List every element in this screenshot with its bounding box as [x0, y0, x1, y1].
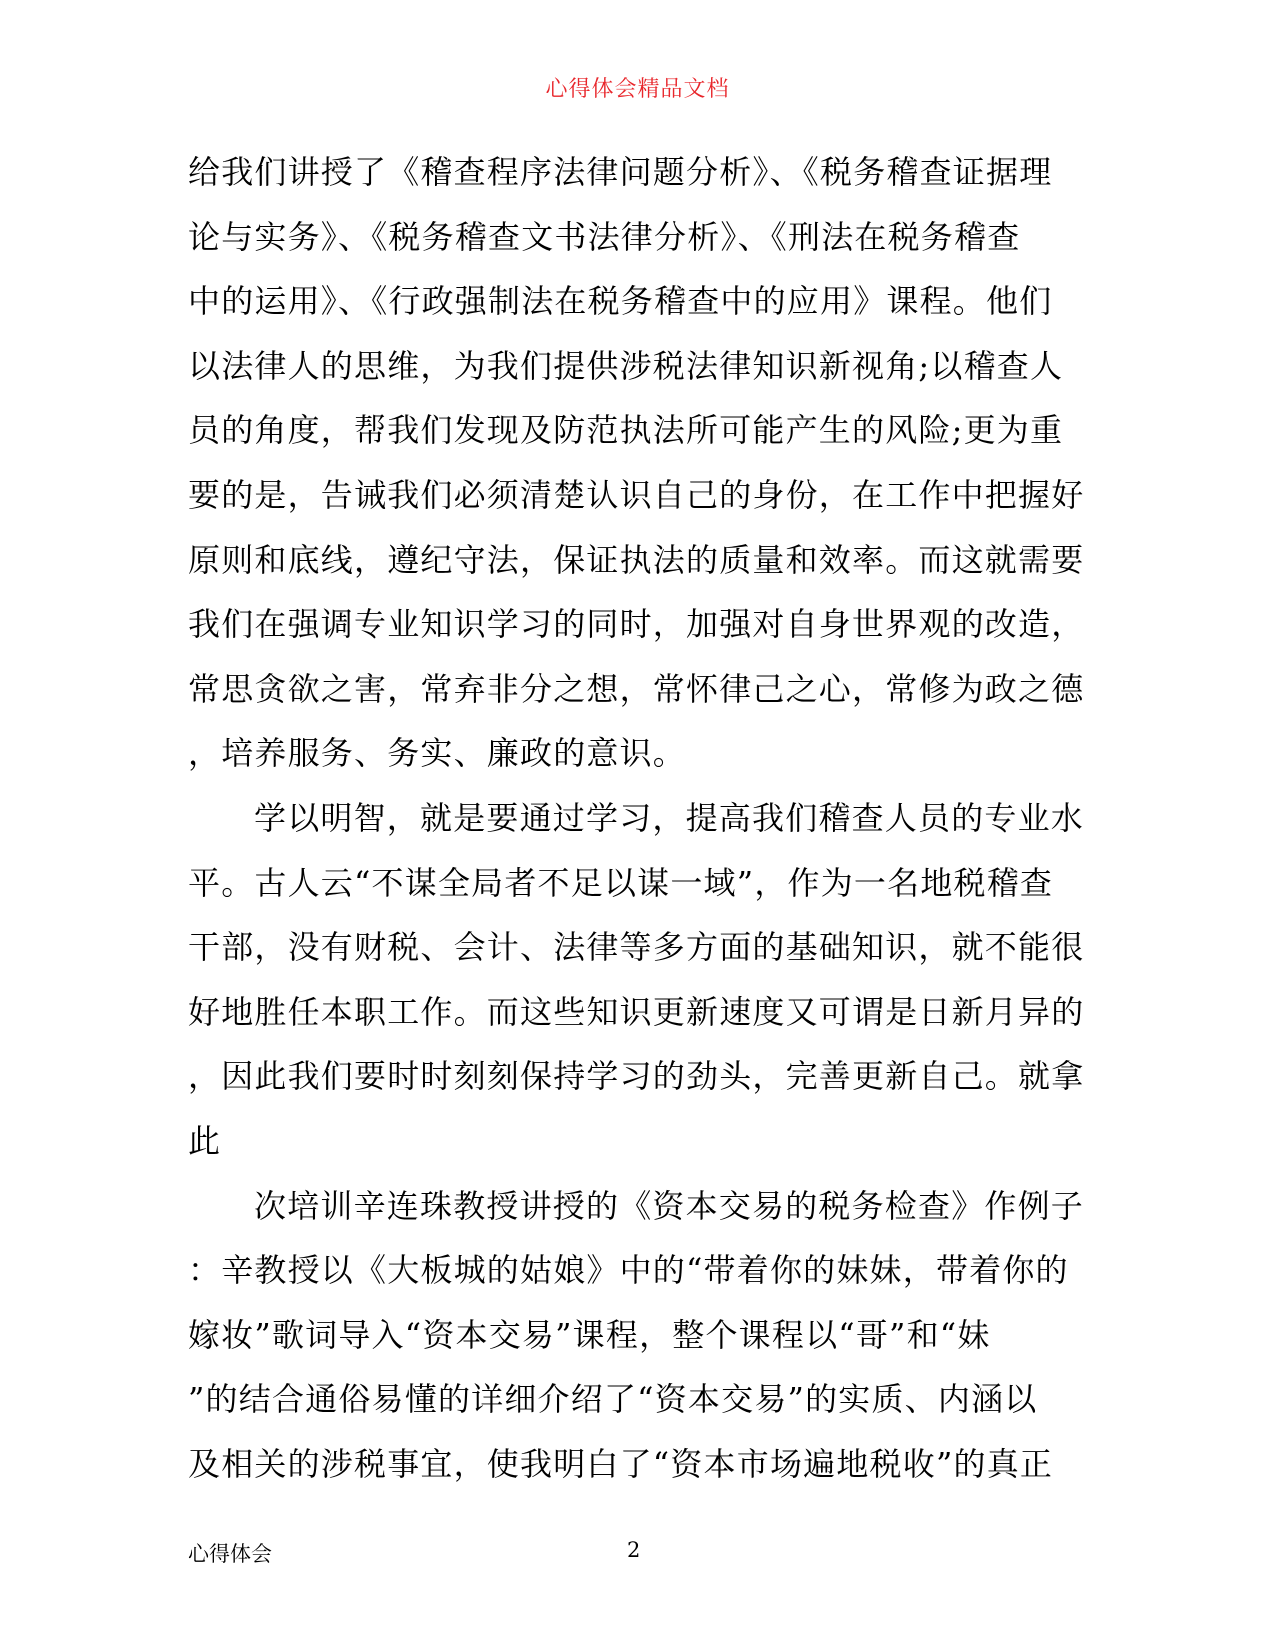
page-header-title: 心得体会精品文档	[545, 77, 730, 102]
text-line: 次培训辛连珠教授讲授的《资本交易的税务检查》作例子	[254, 1186, 1085, 1225]
text-line: 常思贪欲之害，常弃非分之想，常怀律己之心，常修为政之德	[188, 669, 1085, 708]
text-line: ，培养服务、务实、廉政的意识。	[188, 734, 687, 773]
text-line: 给我们讲授了《稽查程序法律问题分析》、《税务稽查证据理	[188, 153, 1053, 191]
text-line: 中的运用》、《行政强制法在税务稽查中的应用》课程。他们	[188, 282, 1053, 321]
footer-label: 心得体会	[188, 1542, 272, 1566]
document-body	[188, 140, 1088, 1496]
text-line: ：辛教授以《大板城的姑娘》中的“带着你的妹妹，带着你的	[188, 1251, 1069, 1290]
text-line: ”的结合通俗易懂的详细介绍了“资本交易”的实质、内涵以	[188, 1380, 1038, 1419]
page-number: 2	[627, 1538, 641, 1562]
text-line: 及相关的涉税事宜，使我明白了“资本市场遍地税收”的真正	[188, 1444, 1054, 1483]
text-line: 原则和底线，遵纪守法，保证执法的质量和效率。而这就需要	[188, 540, 1085, 579]
text-line: 论与实务》、《税务稽查文书法律分析》、《刑法在税务稽查	[188, 217, 1021, 256]
text-line: 好地胜任本职工作。而这些知识更新速度又可谓是日新月异的	[188, 992, 1085, 1031]
text-line: 学以明智，就是要通过学习，提高我们稽查人员的专业水	[254, 798, 1085, 837]
text-line: 员的角度，帮我们发现及防范执法所可能产生的风险;更为重	[188, 411, 1064, 450]
text-line: 要的是，告诫我们必须清楚认识自己的身份，在工作中把握好	[188, 475, 1085, 514]
text-line: 干部，没有财税、会计、法律等多方面的基础知识，就不能很	[188, 928, 1085, 967]
text-line: 我们在强调专业知识学习的同时，加强对自身世界观的改造，	[188, 605, 1085, 644]
text-line: ，因此我们要时时刻刻保持学习的劲头，完善更新自己。就拿	[188, 1057, 1085, 1096]
text-line: 平。古人云“不谋全局者不足以谋一域”，作为一名地税稽查	[188, 863, 1054, 902]
text-line: 此	[188, 1121, 222, 1160]
text-line: 以法律人的思维，为我们提供涉税法律知识新视角;以稽查人	[188, 346, 1064, 385]
text-line: 嫁妆”歌词导入“资本交易”课程，整个课程以“哥”和“妹	[188, 1315, 991, 1354]
